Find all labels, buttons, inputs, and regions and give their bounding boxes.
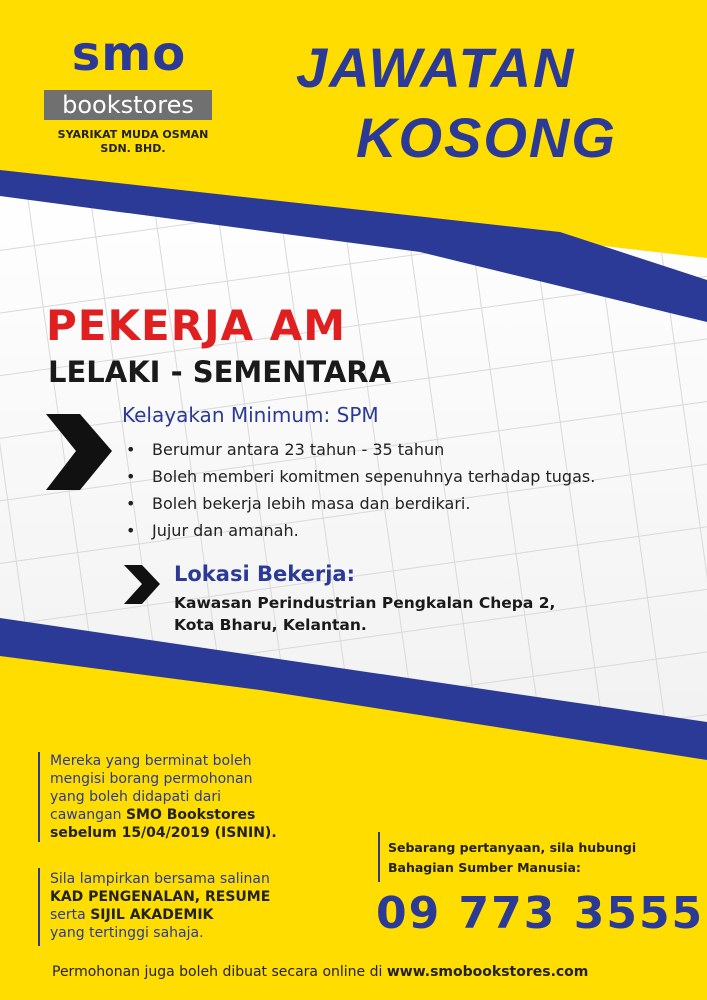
- phone-number[interactable]: 09 773 3555: [376, 888, 705, 939]
- location-line-1: Kawasan Perindustrian Pengkalan Chepa 2,: [174, 594, 556, 612]
- header-title-line-1: JAWATAN: [296, 36, 576, 99]
- location-line-2: Kota Bharu, Kelantan.: [174, 616, 367, 634]
- apply-line-4: cawangan SMO Bookstores: [50, 807, 256, 823]
- requirement-list: [122, 436, 595, 544]
- list-item: • Berumur antara 23 tahun - 35 tahun: [122, 436, 595, 463]
- position-title: PEKERJA AM: [46, 301, 347, 350]
- deadline: sebelum 15/04/2019 (ISNIN).: [50, 825, 277, 841]
- branch-name: SMO Bookstores: [125, 807, 256, 823]
- documents-required: KAD PENGENALAN, RESUME: [50, 889, 271, 905]
- apply-info: [50, 752, 277, 842]
- attach-line-4: yang tertinggi sahaja.: [50, 925, 204, 941]
- list-item: • Boleh bekerja lebih masa dan berdikari.: [122, 490, 595, 517]
- position-subtitle: LELAKI - SEMENTARA: [48, 355, 392, 389]
- divider-bar: [378, 832, 380, 882]
- divider-bar: [38, 752, 40, 842]
- attach-line-2: [50, 888, 270, 906]
- company-line-2: SDN. BHD.: [100, 142, 166, 155]
- apply-line-3: yang boleh didapati dari: [50, 789, 222, 805]
- attach-line-1: Sila lampirkan bersama salinan: [50, 871, 270, 887]
- company-line-1: SYARIKAT MUDA OSMAN: [57, 128, 209, 141]
- logo-brand: smo: [71, 26, 187, 82]
- attach-info: [50, 870, 270, 942]
- divider-bar: [38, 868, 40, 946]
- list-item: • Jujur dan amanah.: [122, 517, 595, 544]
- footer-note: Permohonan juga boleh dibuat secara online di www.smobookstores.com: [52, 964, 589, 980]
- apply-line-5: [50, 824, 277, 842]
- company-name: [44, 128, 222, 156]
- apply-line-2: mengisi borang permohonan: [50, 771, 253, 787]
- header-title-line-2: KOSONG: [356, 106, 617, 169]
- contact-line-1: Sebarang pertanyaan, sila hubungi: [388, 840, 637, 855]
- qualification-heading: Kelayakan Minimum: SPM: [122, 403, 379, 427]
- attach-line-3: serta SIJIL AKADEMIK: [50, 907, 214, 923]
- contact-line-2: Bahagian Sumber Manusia:: [388, 860, 581, 875]
- logo-subtitle: bookstores: [44, 90, 212, 120]
- website-link[interactable]: www.smobookstores.com: [386, 964, 589, 980]
- list-item: • Boleh memberi komitmen sepenuhnya terhadap tugas.: [122, 463, 595, 490]
- certificate-required: SIJIL AKADEMIK: [90, 907, 214, 923]
- location-heading: Lokasi Bekerja:: [174, 562, 355, 586]
- apply-line-1: Mereka yang berminat boleh: [50, 753, 252, 769]
